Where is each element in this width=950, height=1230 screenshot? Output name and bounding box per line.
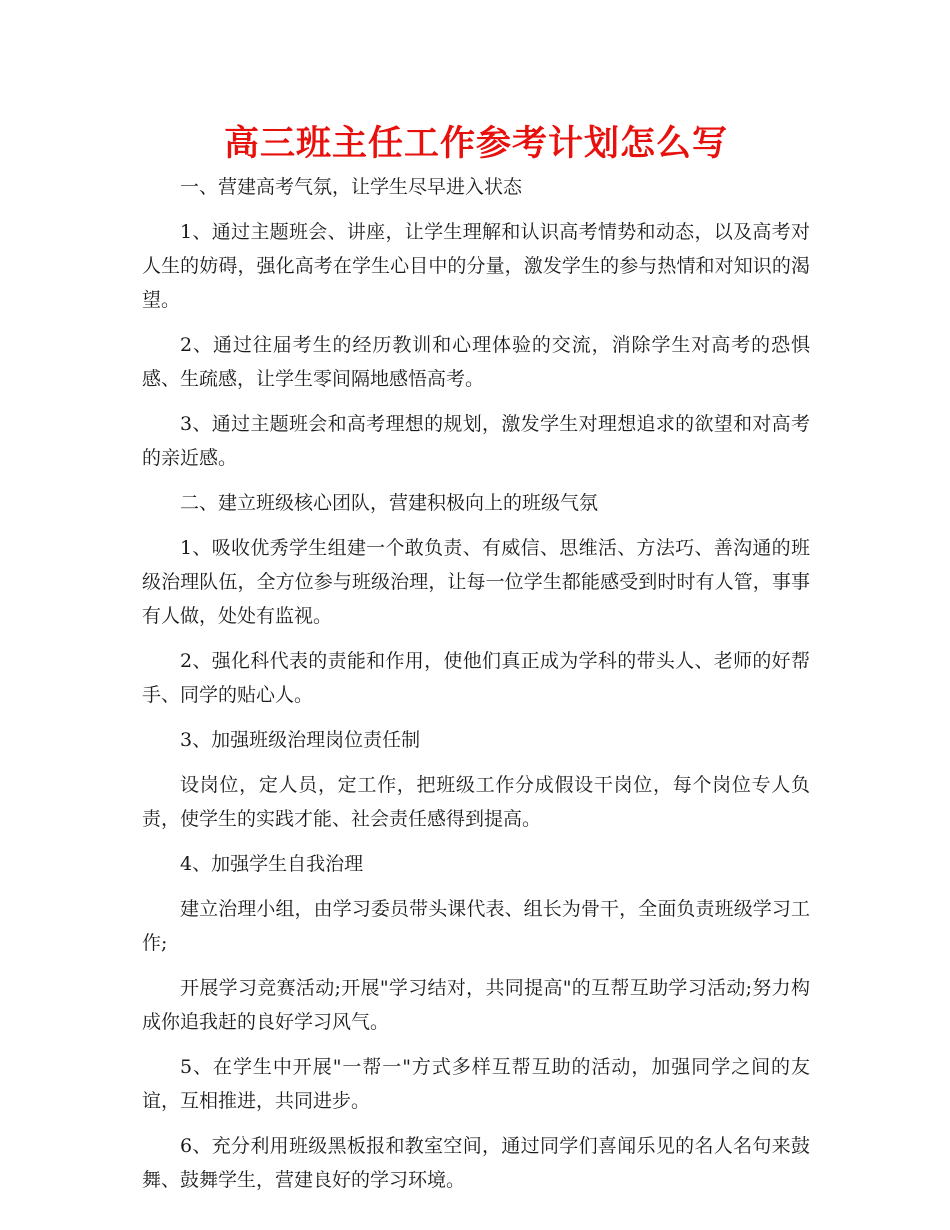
- paragraph: 5、在学生中开展"一帮一"方式多样互帮互助的活动，加强同学之间的友谊，互相推进，共同进步。: [142, 1056, 810, 1112]
- paragraph: 建立治理小组，由学习委员带头课代表、组长为骨干，全面负责班级学习工作;: [142, 898, 810, 954]
- subheading: 3、加强班级治理岗位责任制: [180, 729, 421, 751]
- paragraph: 1、通过主题班会、讲座，让学生理解和认识高考情势和动态，以及高考对人生的妨碍，强化高考在学生心目中的分量，激发学生的参与热情和对知识的渴望。: [142, 221, 810, 311]
- section-heading-1: 一、营建高考气氛，让学生尽早进入状态: [180, 176, 523, 198]
- subheading: 4、加强学生自我治理: [180, 853, 364, 875]
- paragraph: 3、通过主题班会和高考理想的规划，激发学生对理想追求的欲望和对高考的亲近感。: [142, 413, 810, 469]
- section-heading-2: 二、建立班级核心团队，营建积极向上的班级气氛: [180, 492, 599, 514]
- document-page: [142, 118, 810, 1208]
- paragraph: 开展学习竞赛活动;开展"学习结对，共同提高"的互帮互助学习活动;努力构成你追我赶的良好学习风气。: [142, 977, 810, 1033]
- paragraph: 2、通过往届考生的经历教训和心理体验的交流，消除学生对高考的恐惧感、生疏感，让学生零间隔地感悟高考。: [142, 334, 810, 390]
- document-title: 高三班主任工作参考计划怎么写: [223, 123, 728, 164]
- paragraph: 1、吸收优秀学生组建一个敢负责、有威信、思维活、方法巧、善沟通的班级治理队伍，全方位参与班级治理，让每一位学生都能感受到时时有人管，事事有人做，处处有监视。: [142, 537, 810, 627]
- paragraph: 设岗位，定人员，定工作，把班级工作分成假设干岗位，每个岗位专人负责，使学生的实践才能、社会责任感得到提高。: [142, 774, 810, 830]
- paragraph: 2、强化科代表的责能和作用，使他们真正成为学科的带头人、老师的好帮手、同学的贴心人。: [142, 650, 810, 706]
- paragraph: 6、充分利用班级黑板报和教室空间，通过同学们喜闻乐见的名人名句来鼓舞、鼓舞学生，营建良好的学习环境。: [142, 1135, 810, 1191]
